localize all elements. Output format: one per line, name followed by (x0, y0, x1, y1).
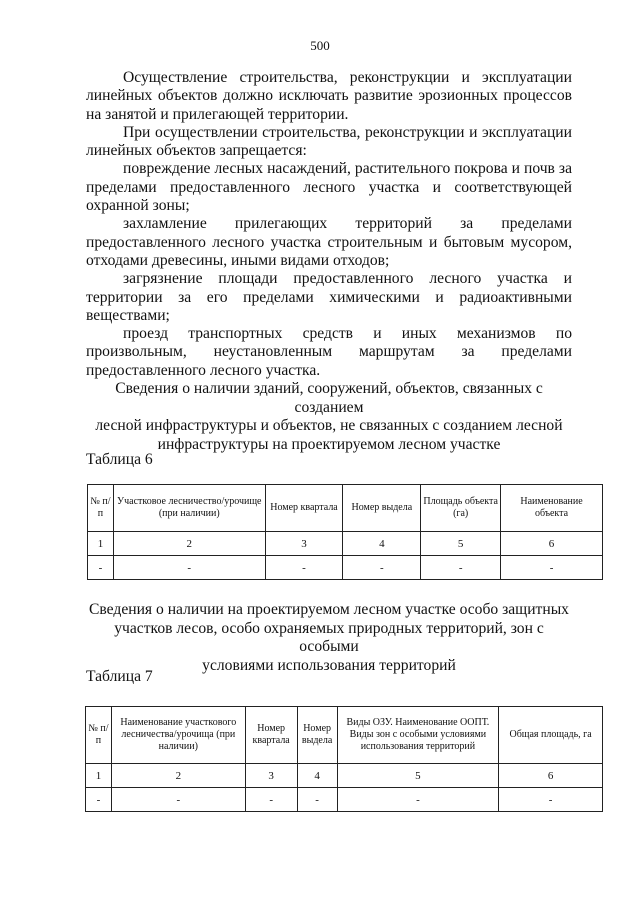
paragraph: При осуществлении строительства, реконструкции и эксплуатации линейных объектов запрещается: (86, 123, 572, 160)
table-cell: 6 (501, 532, 603, 556)
table-cell: - (297, 788, 337, 812)
section6-heading (86, 380, 572, 454)
header-cell: Номер квартала (245, 707, 297, 764)
body-text (86, 69, 572, 380)
table7-caption: Таблица 7 (86, 668, 153, 685)
table-row (88, 532, 603, 556)
paragraph: захламление прилегающих территорий за пределами предоставленного лесного участка строительным и бытовым мусором, отходами древесины, иными видами отходов; (86, 215, 572, 269)
paragraph: повреждение лесных насаждений, растительного покрова и почв за пределами предоставленного лесного участка и соответствующей охранной зоны; (86, 160, 572, 215)
page-number: 500 (310, 38, 330, 53)
table7 (85, 706, 603, 812)
table-cell: 2 (111, 764, 245, 788)
table-cell: - (111, 788, 245, 812)
table-cell: - (88, 556, 114, 580)
heading-line: участков лесов, особо охраняемых природных территорий, зон с особыми (114, 619, 544, 655)
table-cell: - (499, 788, 603, 812)
header-cell: № п/п (88, 485, 114, 532)
table-cell: 6 (499, 764, 603, 788)
table-cell: - (343, 556, 421, 580)
table-cell: 1 (88, 532, 114, 556)
table-cell: - (245, 788, 297, 812)
table-cell: - (113, 556, 265, 580)
table-row (86, 788, 603, 812)
header-cell: Наименование объекта (501, 485, 603, 532)
table-row (88, 556, 603, 580)
heading-line: лесной инфраструктуры и объектов, не связанных с созданием лесной (95, 417, 563, 434)
table-cell: - (265, 556, 343, 580)
header-cell: Общая площадь, га (499, 707, 603, 764)
table-cell: 3 (245, 764, 297, 788)
table-cell: - (421, 556, 501, 580)
header-cell: Наименование участкового лесничества/урочища (при наличии) (111, 707, 245, 764)
heading-line: инфраструктуры на проектируемом лесном участке (157, 435, 501, 453)
header-cell: № п/п (86, 707, 112, 764)
table-cell: 5 (421, 532, 501, 556)
table-cell: 5 (337, 764, 499, 788)
table-header-row (88, 485, 603, 532)
header-cell: Номер квартала (265, 485, 343, 532)
header-cell: Виды ОЗУ. Наименование ООПТ. Виды зон с особыми условиями использования территорий (337, 707, 499, 764)
table-header-row (86, 707, 603, 764)
header-cell: Участковое лесничество/урочище (при наличии) (113, 485, 265, 532)
table-cell: 3 (265, 532, 343, 556)
paragraph: загрязнение площади предоставленного лесного участка и территории за его пределами химическими и радиоактивными веществами; (86, 270, 572, 324)
table-cell: - (86, 788, 112, 812)
heading-line: Сведения о наличии зданий, сооружений, объектов, связанных с созданием (115, 380, 543, 416)
table-cell: 4 (297, 764, 337, 788)
header-cell: Номер выдела (343, 485, 421, 532)
heading-line: условиями использования территорий (202, 656, 456, 674)
paragraph: проезд транспортных средств и иных механизмов по произвольным, неустановленным маршрутам за пределами предоставленного лесного участка. (86, 325, 572, 379)
table-cell: - (337, 788, 499, 812)
paragraph: Осуществление строительства, реконструкции и эксплуатации линейных объектов должно исключать развитие эрозионных процессов на занятой и прилегающей территории. (86, 69, 572, 123)
table-cell: 4 (343, 532, 421, 556)
table-cell: 2 (113, 532, 265, 556)
header-cell: Площадь объекта (га) (421, 485, 501, 532)
heading-line: Сведения о наличии на проектируемом лесном участке особо защитных (89, 601, 569, 618)
table6 (87, 484, 603, 580)
table-cell: - (501, 556, 603, 580)
table-row (86, 764, 603, 788)
header-cell: Номер выдела (297, 707, 337, 764)
table-cell: 1 (86, 764, 112, 788)
table6-caption: Таблица 6 (86, 451, 153, 468)
section7-heading (86, 601, 572, 675)
